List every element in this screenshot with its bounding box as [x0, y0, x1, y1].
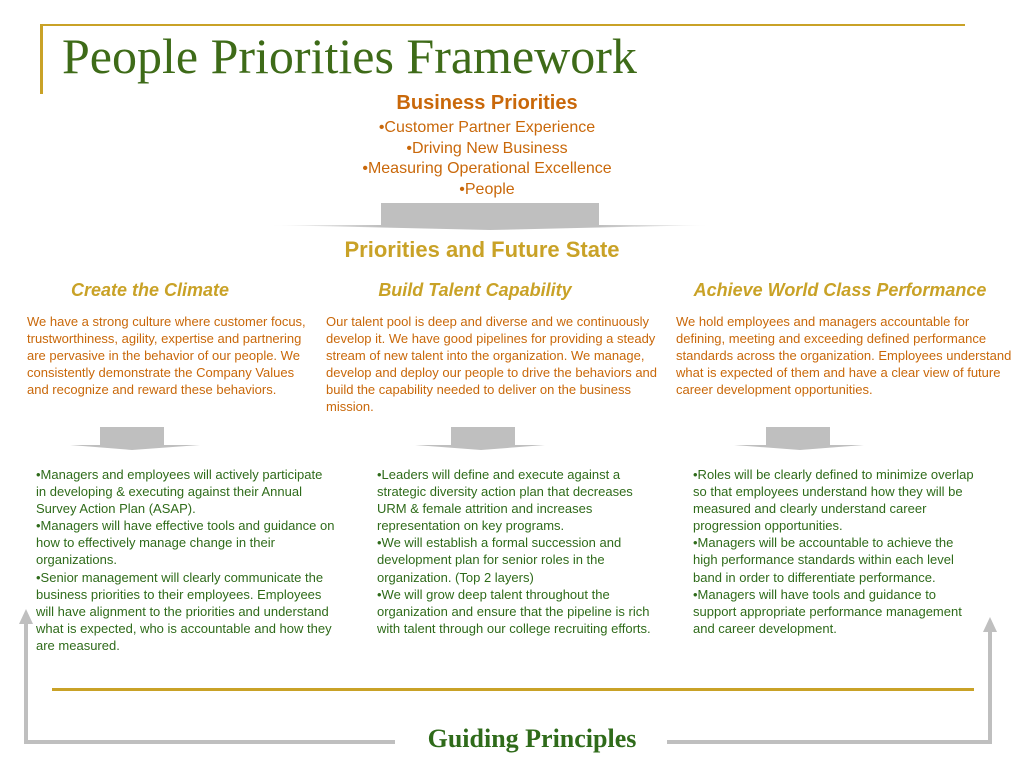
- down-arrow-talent: [415, 427, 545, 453]
- bullet-item: •Managers will have effective tools and guidance on how to effectively manage change in their organizations.: [36, 518, 335, 568]
- column-bullets-climate: [36, 466, 336, 654]
- bullet-item: •Managers and employees will actively participate in developing & executing against their Annual Survey Action Plan (ASAP).: [36, 467, 323, 517]
- business-priority-item: •Customer Partner Experience: [378, 119, 596, 136]
- guiding-principles-title: Guiding Principles: [427, 724, 637, 753]
- business-priority-item: •People: [459, 180, 515, 198]
- column-title-talent: Build Talent Capability: [378, 280, 572, 300]
- bullet-item: •We will establish a formal succession and development plan for senior roles in the organization. (Top 2 layers): [377, 535, 622, 585]
- column-title-performance: Achieve World Class Performance: [693, 280, 987, 300]
- column-description-talent: Our talent pool is deep and diverse and we continuously develop it. We have good pipelines for providing a steady stream of new talent into the organization. We manage, develop and deploy our people to drive the behaviors and build the capability needed to deliver on the business mission.: [326, 314, 658, 415]
- bullet-item: •Managers will have tools and guidance to support appropriate performance management and career development.: [693, 586, 962, 636]
- business-priorities-list: [287, 118, 687, 200]
- business-priority-item: •Driving New Business: [406, 139, 568, 157]
- down-arrow-performance: [734, 427, 864, 453]
- column-bullets-talent: [377, 466, 653, 637]
- slide-title: People Priorities Framework: [62, 28, 637, 84]
- bottom-divider: [52, 688, 974, 691]
- bullet-item: •Leaders will define and execute against a strategic diversity action plan that decreases URM & female attrition and increases representation on key programs.: [377, 467, 633, 534]
- down-arrow-climate: [70, 427, 200, 453]
- bullet-item: •Roles will be clearly defined to minimize overlap so that employees understand how they will be measured and clearly understand career progression opportunities.: [693, 467, 974, 534]
- bullet-item: •Managers will be accountable to achieve the high performance standards within each level band in order to differentiate performance.: [693, 535, 954, 585]
- column-title-climate: Create the Climate: [70, 280, 230, 300]
- column-description-performance: We hold employees and managers accountable for defining, meeting and exceeding defined performance standards across the organization. Employees understand what is expected of them and have a clear view of future career development opportunities.: [676, 314, 1012, 398]
- future-state-heading: Priorities and Future State: [344, 237, 620, 262]
- business-priorities-heading: Business Priorities: [396, 92, 578, 114]
- title-frame-vertical: [40, 24, 43, 94]
- bullet-item: •Senior management will clearly communicate the business priorities to their employees. Employees will have alignment to the priorities and understand what is expected, who is accountable and how they are measured.: [36, 569, 332, 653]
- down-arrow-main: [270, 203, 710, 233]
- column-description-climate: We have a strong culture where customer focus, trustworthiness, agility, expertise and partnering are pervasive in the behavior of our people. We consistently demonstrate the Company Values and recognize and reward these behaviors.: [27, 314, 306, 398]
- bullet-item: •We will grow deep talent throughout the organization and ensure that the pipeline is rich with talent through our college recruiting efforts.: [377, 586, 651, 636]
- business-priority-item: •Measuring Operational Excellence: [362, 160, 612, 177]
- column-bullets-performance: [693, 466, 975, 637]
